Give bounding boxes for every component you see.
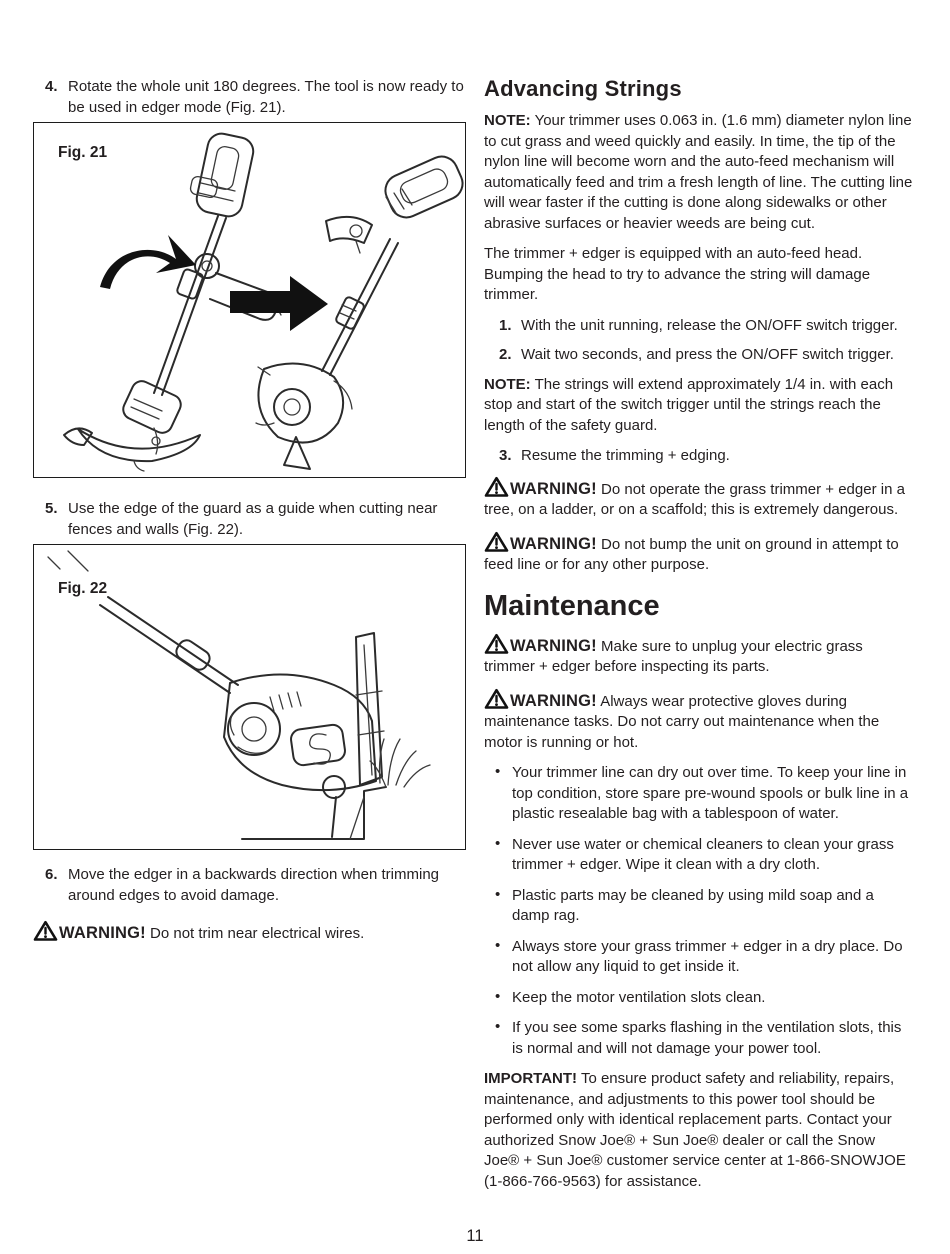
section-title-maintenance: Maintenance xyxy=(484,589,660,622)
step-text: Rotate the whole unit 180 degrees. The tool is now ready to be used in edger mode (Fig. 21). xyxy=(68,78,464,116)
warning-gloves xyxy=(484,688,914,754)
warning-triangle-icon xyxy=(484,531,509,553)
step-text: Wait two seconds, and press the ON/OFF switch trigger. xyxy=(521,346,894,363)
bullet-item: • Keep the motor ventilation slots clean. xyxy=(484,988,914,1009)
warning-label: WARNING! xyxy=(510,691,597,710)
step-3 xyxy=(484,446,914,467)
step-number: 3. xyxy=(499,447,512,464)
warning-label: WARNING! xyxy=(510,479,597,498)
warning-text: Do not trim near electrical wires. xyxy=(150,925,365,942)
figure-22-box xyxy=(33,544,466,850)
step-6 xyxy=(33,865,466,906)
step-number: 2. xyxy=(499,346,512,363)
important-label: IMPORTANT! xyxy=(484,1070,578,1087)
bullet-item: • Never use water or chemical cleaners to clean your grass trimmer + edger. Wipe it clean with a dry cloth. xyxy=(484,835,914,876)
step-1 xyxy=(484,316,914,337)
para-autofeed: The trimmer + edger is equipped with an auto-feed head. Bumping the head to try to advance the string will damage trimmer. xyxy=(484,245,871,303)
step-5 xyxy=(33,499,466,540)
warning-label: WARNING! xyxy=(510,534,597,553)
figure-22-label: Fig. 22 xyxy=(58,580,108,597)
warning-text: Do not bump the unit on ground in attempt to feed line or for any other purpose. xyxy=(484,535,899,573)
figure-21-label: Fig. 21 xyxy=(58,144,108,161)
note-nylon-line xyxy=(484,111,914,234)
step-2 xyxy=(484,345,914,366)
note-string-extend xyxy=(484,375,914,437)
step-number: 5. xyxy=(45,500,58,517)
left-column xyxy=(33,77,466,955)
warning-triangle-icon xyxy=(484,633,509,655)
note-label: NOTE: xyxy=(484,112,531,129)
step-text: Resume the trimming + edging. xyxy=(521,447,730,464)
warning-text: Always wear protective gloves during maintenance tasks. Do not carry out maintenance when the motor is running or hot. xyxy=(484,692,880,751)
warning-unplug xyxy=(484,633,914,678)
step-number: 1. xyxy=(499,316,512,334)
warning-triangle-icon xyxy=(33,920,58,942)
warning-label: WARNING! xyxy=(510,636,597,655)
important-paragraph xyxy=(484,1069,914,1192)
section-title-advancing-strings: Advancing Strings xyxy=(484,76,682,101)
bullet-item: • Plastic parts may be cleaned by using mild soap and a damp rag. xyxy=(484,886,914,927)
warning-triangle-icon xyxy=(484,688,509,710)
step-text: Use the edge of the guard as a guide when cutting near fences and walls (Fig. 22). xyxy=(68,500,438,538)
right-column xyxy=(484,76,914,1202)
warning-bump xyxy=(484,531,914,576)
warning-text: Make sure to unplug your electric grass trimmer + edger before inspecting its parts. xyxy=(484,637,863,675)
figure-21-box xyxy=(33,122,466,478)
warning-wires xyxy=(33,920,466,945)
step-text: Move the edger in a backwards direction when trimming around edges to avoid damage. xyxy=(68,866,440,904)
step-4 xyxy=(33,77,466,118)
warning-tree-ladder xyxy=(484,476,914,521)
note-text: Your trimmer uses 0.063 in. (1.6 mm) diameter nylon line to cut grass and weed quickly and easily. In time, the tip of the nylon line will become worn and the auto-feed mechanism will automatically feed and trim a fresh length of line. The cutting line will wear faster if the cutting is done along sidewalks or other abrasive surfaces or heavier weeds are being cut. xyxy=(484,112,913,232)
note-label: NOTE: xyxy=(484,375,531,393)
note-text: The strings will extend approximately 1/4 in. with each stop and start of the switch trigger until the strings reach the length of the safety guard. xyxy=(484,375,894,434)
step-number: 6. xyxy=(45,866,58,883)
bullet-item: • If you see some sparks flashing in the ventilation slots, this is normal and will not damage your power tool. xyxy=(484,1018,914,1059)
warning-triangle-icon xyxy=(484,476,509,498)
warning-label: WARNING! xyxy=(59,924,146,942)
fig21-illustration xyxy=(34,123,465,477)
warning-text: Do not operate the grass trimmer + edger in a tree, on a ladder, or on a scaffold; this is extremely dangerous. xyxy=(484,480,905,518)
bullet-item: • Your trimmer line can dry out over time. To keep your line in top condition, store spare pre-wound spools or bulk line in a plastic resealable bag with a tablespoon of water. xyxy=(484,763,914,825)
step-number: 4. xyxy=(45,78,58,95)
step-text: With the unit running, release the ON/OFF switch trigger. xyxy=(521,316,898,334)
bullet-item: • Always store your grass trimmer + edger in a dry place. Do not allow any liquid to get inside it. xyxy=(484,937,914,978)
important-text: To ensure product safety and reliability, repairs, maintenance, and adjustments to this power tool should be performed only with identical replacement parts. Contact your authorized Snow Joe® + Sun Joe® dealer or call the Snow Joe® + Sun Joe® customer service center at 1-866-SNOWJOE (1-866-766-9563) for assistance. xyxy=(484,1070,906,1190)
page-number: 11 xyxy=(466,1226,484,1245)
